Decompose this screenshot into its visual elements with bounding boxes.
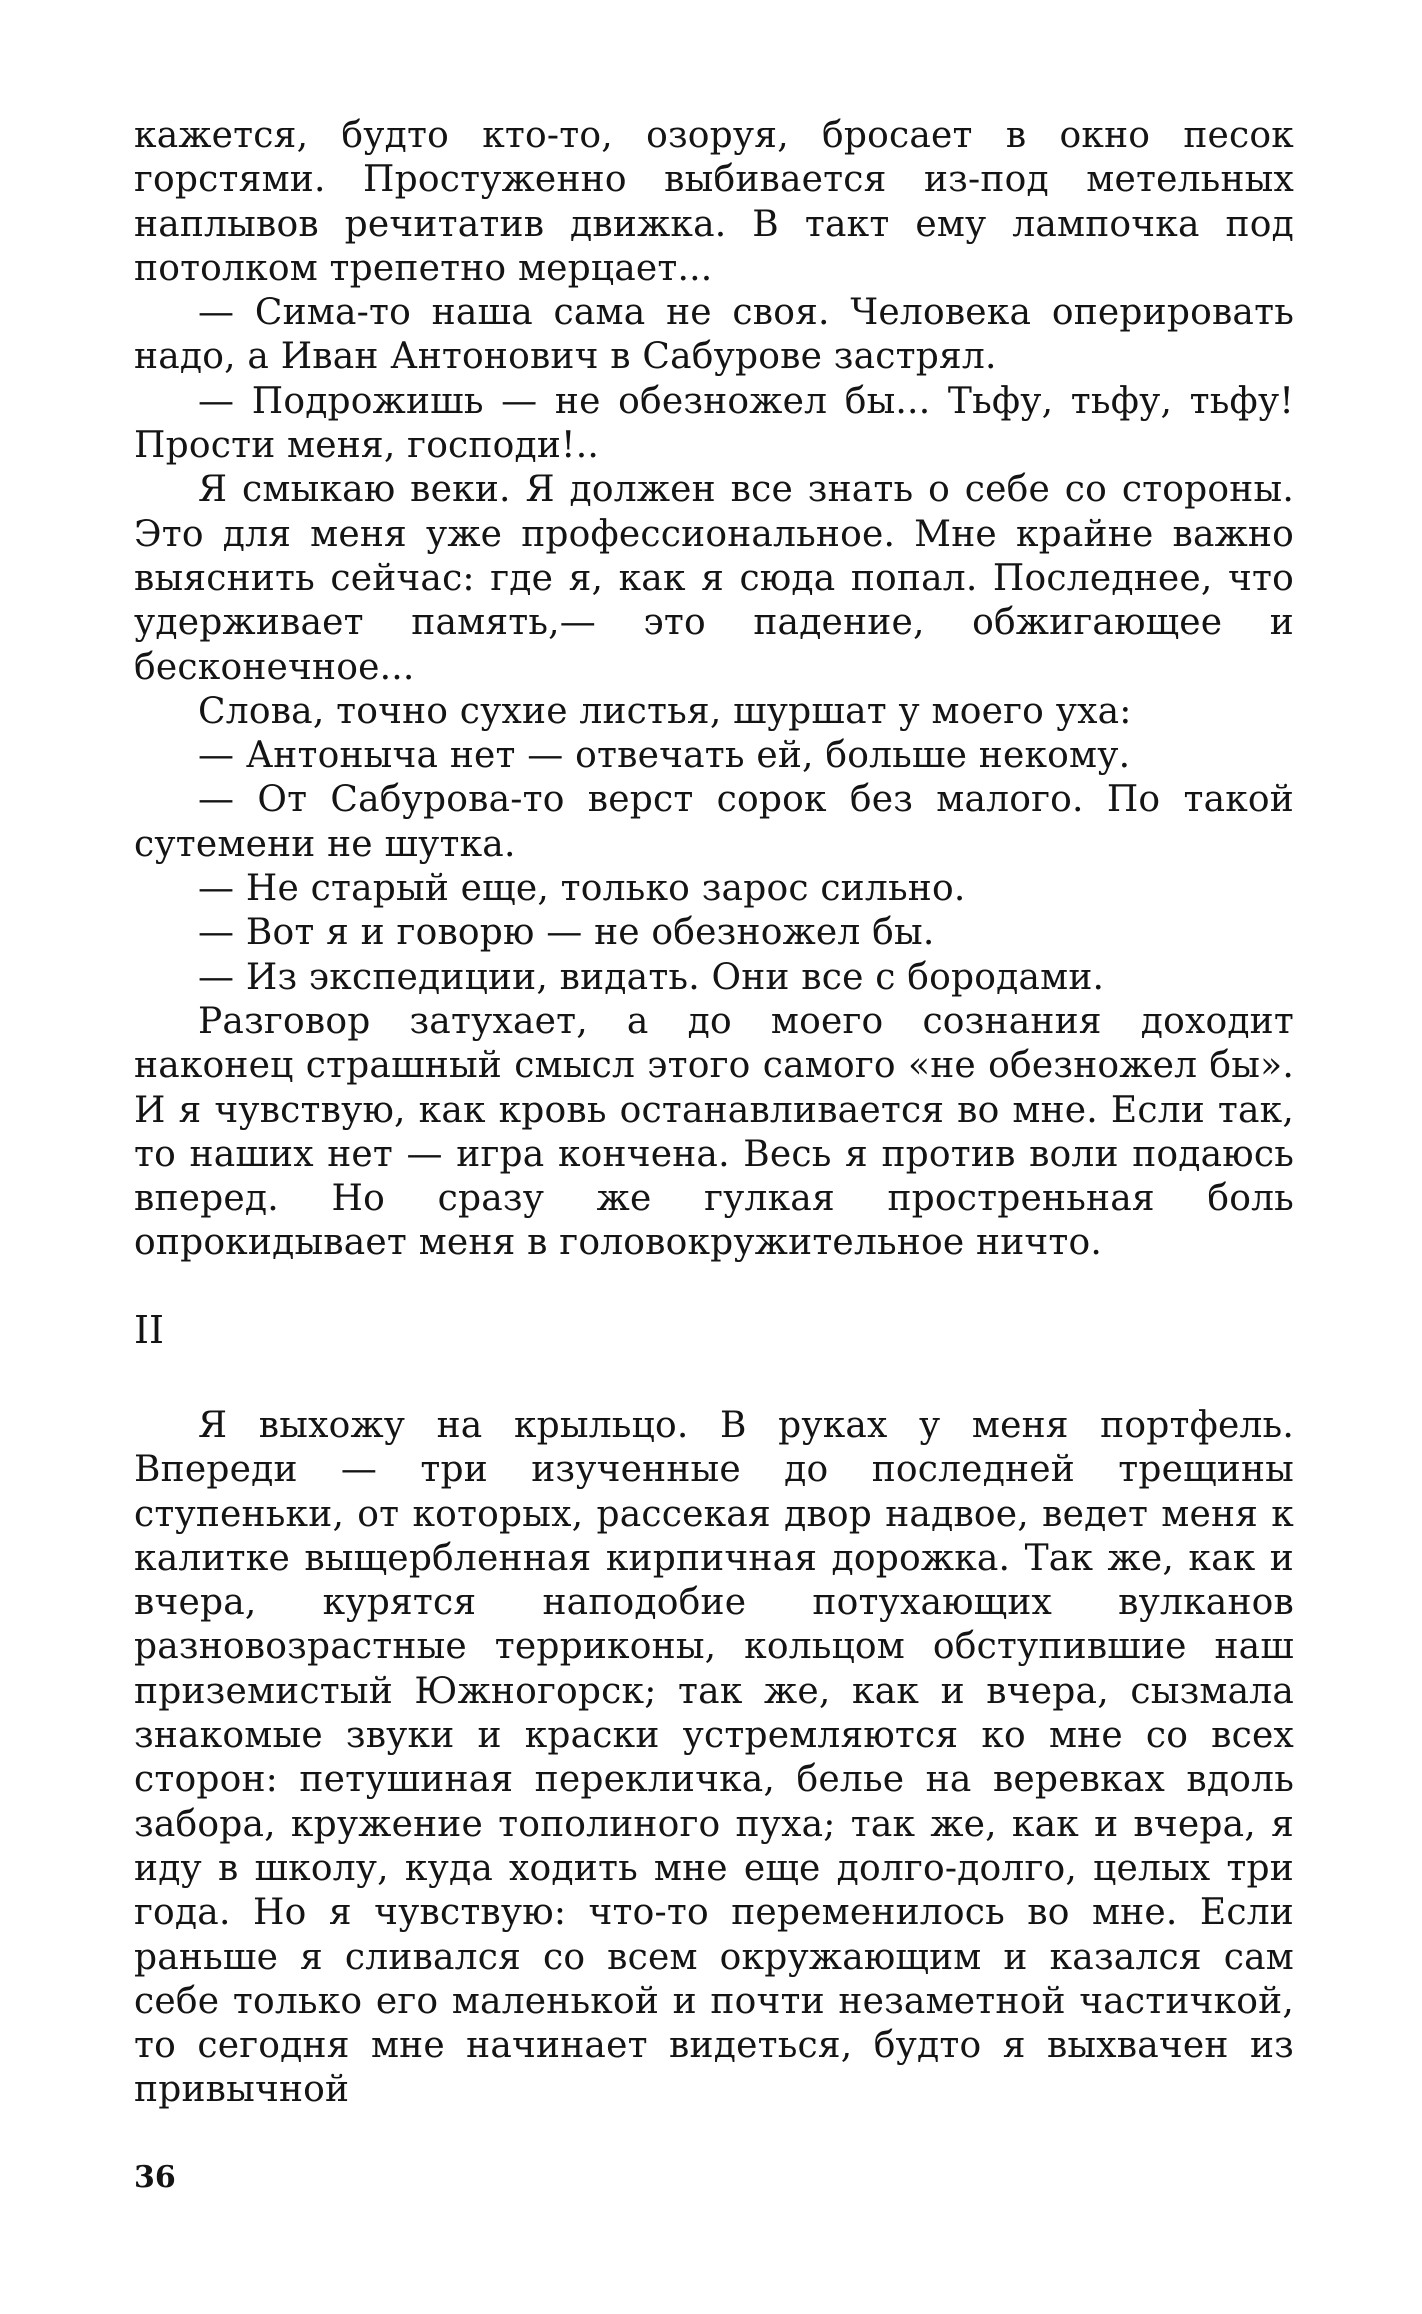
dialogue-line: — От Сабурова-то верст сорок без малого. По такой сутемени не шутка.	[134, 779, 1294, 865]
text-block-lower	[134, 1404, 1294, 2113]
paragraph: Я выхожу на крыльцо. В руках у меня портфель. Впереди — три изученные до последней трещины ступеньки, от которых, рассекая двор надвое, ведет меня к калитке выщербленная кирпичная дорожка. Так же, как и вчера, курятся наподобие потухающих вулканов разновозрастные терриконы, кольцом обступившие наш приземистый Южногорск; так же, как и вчера, сызмала знакомые звуки и краски устремляются ко мне со всех сторон: петушиная перекличка, белье на веревках вдоль забора, кружение тополиного пуха; так же, как и вчера, я иду в школу, куда ходить мне еще долго-долго, целых три года. Но я чувствую: что-то переменилось во мне. Если раньше я сливался со всем окружающим и казался сам себе только его маленькой и почти незаметной частичкой, то сегодня мне начинает видеться, будто я выхвачен из привычной	[134, 1405, 1294, 2111]
section-heading: II	[134, 1308, 165, 1352]
dialogue-line: — Сима-то наша сама не своя. Человека оперировать надо, а Иван Антонович в Сабурове застрял.	[134, 292, 1294, 378]
text-block-upper	[134, 114, 1294, 1266]
dialogue-line: — Подрожишь — не обезножел бы... Тьфу, тьфу, тьфу! Прости меня, господи!..	[134, 380, 1294, 467]
dialogue-line: — Вот я и говорю — не обезножел бы.	[198, 912, 935, 954]
dialogue-line: — Не старый еще, только зарос сильно.	[198, 868, 966, 910]
paragraph: Я смыкаю веки. Я должен все знать о себе со стороны. Это для меня уже профессиональное. Мне крайне важно выяснить сейчас: где я, как я сюда попал. Последнее, что удерживает память,— это падение, обжигающее и бесконечное...	[134, 469, 1294, 688]
dialogue-line: — Антоныча нет — отвечать ей, больше некому.	[198, 735, 1131, 777]
paragraph: Разговор затухает, а до моего сознания доходит наконец страшный смысл этого самого «не обезножел бы». И я чувствую, как кровь останавливается во мне. Если так, то наших нет — игра кончена. Весь я против воли подаюсь вперед. Но сразу же гулкая простреньная боль опрокидывает меня в головокружительное ничто.	[134, 1000, 1294, 1264]
page-number: 36	[134, 2160, 176, 2195]
paragraph: кажется, будто кто-то, озоруя, бросает в окно песок горстями. Простуженно выбивается из-под метельных наплывов речитатив движка. В такт ему лампочка под потолком трепетно мерцает...	[134, 115, 1294, 289]
paragraph: Слова, точно сухие листья, шуршат у моего уха:	[198, 690, 1132, 732]
dialogue-line: — Из экспедиции, видать. Они все с бородами.	[198, 956, 1105, 998]
